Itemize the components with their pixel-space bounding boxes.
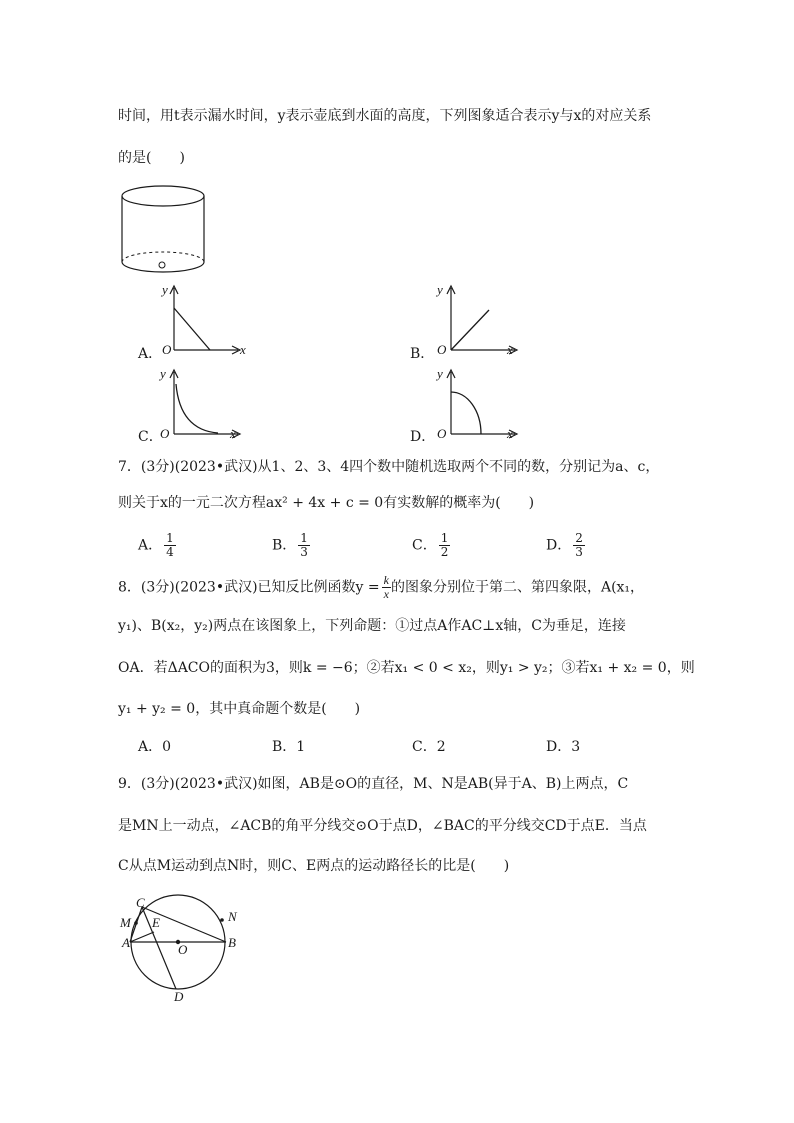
q9-text-line1: 9．(3分)(2023•武汉)如图，AB是⊙O的直径，M、N是AB(异于A、B)上两点，C	[118, 776, 629, 792]
q8-frac-num: k	[383, 573, 389, 587]
q6-graph-a	[158, 282, 248, 362]
q6-text-line2: 的是( )	[118, 150, 185, 166]
q6-b-x-label: x	[507, 342, 513, 357]
q6-graph-c	[158, 366, 248, 446]
q6-c-origin-label: O	[160, 426, 170, 441]
q8-option-a: A．0	[138, 739, 172, 755]
q7-option-b	[272, 532, 310, 559]
q6-c-x-label: x	[230, 426, 236, 441]
q8-line1-end: 的图象分别位于第二、第四象限，A(x₁，	[390, 579, 645, 596]
q9-circle-figure	[116, 895, 246, 1007]
q8-frac-den: x	[383, 587, 389, 601]
q7-c-numerator: 1	[440, 531, 449, 545]
q6-b-y-label: y	[437, 282, 443, 297]
q6-d-x-label: x	[507, 426, 513, 441]
q7-option-c-label: C．	[412, 537, 437, 554]
q7-option-b-label: B．	[272, 537, 297, 554]
q7-a-denominator: 4	[166, 545, 174, 559]
q6-d-origin-label: O	[437, 426, 447, 441]
q9-label-e: E	[152, 915, 160, 930]
q6-a-y-label: y	[162, 282, 168, 297]
q7-b-denominator: 3	[300, 545, 308, 559]
q6-a-origin-label: O	[162, 342, 172, 357]
q9-label-n: N	[228, 909, 237, 924]
q7-option-a-label: A．	[138, 537, 163, 554]
q6-graph-d	[435, 366, 525, 446]
q8-text-line3: OA．若ΔACO的面积为3，则k = −6；②若x₁ < 0 < x₂，则y₁ > y₂；③若x₁ + x₂ = 0，则	[118, 660, 695, 676]
q7-text-line2: 则关于x的一元二次方程ax² + 4x + c = 0有实数解的概率为( )	[118, 495, 535, 511]
q6-option-c-label: C．	[138, 429, 163, 445]
q9-label-d: D	[174, 989, 184, 1004]
q8-text-line2: y₁)、B(x₂，y₂)两点在该图象上，下列命题：①过点A作AC⊥x轴，C为垂足，连接	[118, 618, 626, 634]
q7-c-denominator: 2	[440, 545, 449, 559]
q8-option-b: B．1	[272, 739, 306, 755]
q7-b-numerator: 1	[300, 531, 308, 545]
q6-text-line1: 时间，用t表示漏水时间，y表示壶底到水面的高度，下列图象适合表示y与x的对应关系	[118, 108, 652, 124]
q9-text-line3: C从点M运动到点N时，则C、E两点的运动路径长的比是( )	[118, 858, 510, 874]
cylinder-figure	[118, 182, 210, 278]
q9-label-m: M	[120, 915, 131, 930]
q6-a-x-label: x	[240, 342, 246, 357]
q7-option-a	[138, 532, 176, 559]
q6-c-y-label: y	[160, 366, 166, 381]
q7-d-numerator: 2	[575, 531, 583, 545]
q8-text-line4: y₁ + y₂ = 0，其中真命题个数是( )	[118, 701, 361, 717]
q9-label-o: O	[178, 942, 188, 957]
q8-option-c: C．2	[412, 739, 446, 755]
q9-label-a: A	[122, 935, 130, 950]
q6-d-y-label: y	[437, 366, 443, 381]
q7-option-c	[412, 532, 450, 559]
q8-line1-start: 8．(3分)(2023•武汉)已知反比例函数y =	[118, 579, 380, 596]
q9-label-b: B	[228, 935, 236, 950]
q9-label-c: C	[136, 895, 145, 910]
q7-option-d-label: D．	[546, 537, 572, 554]
q6-option-a-label: A．	[138, 346, 163, 362]
q6-b-origin-label: O	[437, 342, 447, 357]
q7-text-line1: 7．(3分)(2023•武汉)从1、2、3、4四个数中随机选取两个不同的数，分别记为a、c，	[118, 459, 660, 475]
q7-option-d	[546, 532, 585, 559]
q9-text-line2: 是MN上一动点，∠ACB的角平分线交⊙O于点D，∠BAC的平分线交CD于点E．当点	[118, 818, 647, 834]
q8-text-line1	[118, 574, 644, 601]
q7-a-numerator: 1	[166, 531, 174, 545]
q6-option-d-label: D．	[410, 429, 436, 445]
q7-d-denominator: 3	[575, 545, 583, 559]
q6-graph-b	[435, 282, 525, 362]
q8-option-d: D．3	[546, 739, 581, 755]
q6-option-b-label: B．	[410, 346, 435, 362]
